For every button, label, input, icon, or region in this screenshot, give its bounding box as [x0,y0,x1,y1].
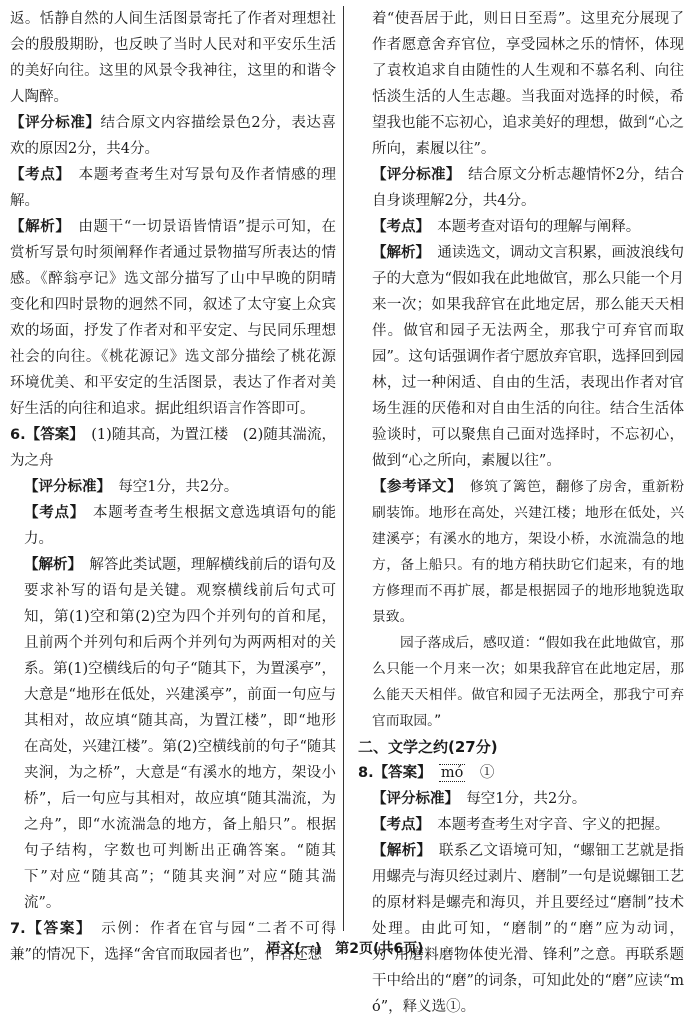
right-column [358,6,684,1020]
scoring-tag: 【评分标准】 [24,479,104,495]
left-column [10,6,336,968]
answer-text: 示例：作者在官与园“二者不可得兼”的情况下，选择“舍官而取园者也”，作者还想 [10,921,337,963]
q7-answer-continued: 着“使吾居于此，则日日至焉”。这里充分展现了作者愿意舍弃官位，享受园林之乐的情怀，体现了袁枚追求自由随性的人生观和不慕名利、向往恬淡生活的人生志趣。当我面对选择的时候，希望我也能不忘初心，追求美好的理想，做到“心之所向，素履以往”。 [372,11,684,157]
q6-analysis [10,552,336,916]
scoring-tag: 【评分标准】 [10,115,101,131]
point-text: 本题考查对语句的理解与阐释。 [437,219,641,235]
question-number: 8. [358,765,374,781]
analysis-tag: 【解析】 [372,245,423,261]
answer-tag: 【答案】 [25,427,77,443]
q8-answer [358,760,684,786]
q7-reference-translation-2: 园子落成后，感叹道：“假如我在此地做官，那么只能一个月来一次；如果我辞官在此地定居，那么能天天相伴。做官和园子无法两全，那我宁可弃官而取园。” [372,635,684,729]
scoring-tag: 【评分标准】 [372,791,452,807]
q8-analysis [358,838,684,1020]
analysis-tag: 【解析】 [10,219,64,235]
q6-scoring [10,474,336,500]
question-number: 7. [10,921,26,937]
point-text: 本题考查考生对字音、字义的把握。 [437,817,670,833]
analysis-text: 联系乙文语境可知，“螺钿工艺就是指用螺壳与海贝经过剥片、磨制”一句是说螺钿工艺的原材料是螺壳和海贝，并且要经过“磨制”技术处理。由此可知，“磨制”的“磨”应为动词，为“用磨料磨物体使光滑、锋利”之意。再联系题干中给出的“磨”的词条，可知此处的“磨”应读“mó”，释义选①。 [372,843,685,1015]
point-text: 本题考查考生根据文意选填语句的能力。 [24,505,337,547]
q6-answer [10,422,336,474]
point-tag: 【考点】 [372,817,423,833]
answer-tag: 【答案】 [25,921,86,937]
q6-point [10,500,336,552]
question-number: 6. [10,427,26,443]
scoring-text: 每空1分，共2分。 [466,791,587,807]
analysis-text: 通读选文，调动文言积累，画波浪线句子的大意为“假如我在此地做官，那么只能一个月来一次；如果我辞官在此地定居，那么能天天相伴。做官和园子无法两全，那我宁可弃官而取园”。这句话强调作者宁愿放弃官职，选择回到园林，过一种闲适、自由的生活，表现出作者对官场生涯的厌倦和对自由生活的向往。结合生活体验谈时，可以聚焦自己面对选择时，不忘初心，做到“心之所向，素履以往”。 [372,245,685,469]
answer-tag: 【答案】 [373,765,425,781]
q5-scoring [10,110,336,162]
translation-tag: 【参考译文】 [372,479,455,495]
scoring-text: 结合原文分析志趣情怀2分，结合自身谈理解2分，共4分。 [372,167,684,209]
page-footer: 语文(一) 第2页(共6页) [266,941,424,957]
answer-text: (1)随其高，为置江楼 (2)随其湍流，为之舟 [10,427,337,469]
analysis-text: 解答此类试题，理解横线前后的语句及要求补写的语句是关键。观察横线前后句式可知，第(1)空和第(2)空为四个并列句的首和尾，且前两个并列句和后两个并列句为两两相对的关系。第(1)空横线后的句子“随其下，为置溪亭”，大意是“地形在低处，兴建溪亭”，前面一句应与其相对，故应填“随其高，为置江楼”，即“地形在高处，兴建江楼”。第(2)空横线前的句子“随其夹涧，为之桥”，大意是“有溪水的地方，架设小桥”，后一句应与其相对，故应填“随其湍流，为之舟”，即“水流湍急的地方，备上船只”。根据句子结构，字数也可判断出正确答案。“随其下”对应“随其高”；“随其夹涧”对应“随其湍流”。 [24,557,337,911]
point-tag: 【考点】 [24,505,78,521]
point-tag: 【考点】 [372,219,423,235]
q7-reference-translation [358,474,684,630]
q8-scoring [358,786,684,812]
q7-scoring [358,162,684,214]
choice-answer: ① [479,765,495,781]
point-tag: 【考点】 [10,167,64,183]
q5-analysis [10,214,336,422]
point-text: 本题考查考生对写景句及作者情感的理解。 [10,167,337,209]
q5-point [10,162,336,214]
scoring-text: 每空1分，共2分。 [118,479,239,495]
section-heading: 二、文学之约(27分) [358,738,498,756]
analysis-tag: 【解析】 [24,557,75,573]
q7-analysis [358,240,684,474]
intro-paragraph: 返。恬静自然的人间生活图景寄托了作者对理想社会的殷殷期盼，也反映了当时人民对和平安乐生活的美好向往。这里的风景令我神往，这里的和谐令人陶醉。 [10,11,336,105]
analysis-text: 由题干“一切景语皆情语”提示可知，在赏析写景句时须阐释作者通过景物描写所表达的情感。《醉翁亭记》选文部分描写了山中早晚的阴晴变化和四时景物的迥然不同，叙述了太守宴上众宾欢的场面，抒发了作者对和平安定、与民同乐理想社会的向往。《桃花源记》选文部分描绘了桃花源环境优美、和平安定的生活图景，表达了作者对美好生活的向往和追求。据此组织语言作答即可。 [10,219,337,417]
scoring-tag: 【评分标准】 [372,167,454,183]
column-divider [343,6,344,931]
analysis-tag: 【解析】 [372,843,425,859]
scoring-text: 结合原文内容描绘景色2分，表达喜欢的原因2分，共4分。 [10,115,337,157]
q8-point [358,812,684,838]
translation-text: 修筑了篱笆，翻修了房舍，重新粉刷装饰。地形在高处，兴建江楼；地形在低处，兴建溪亭；有溪水的地方，架设小桥，水流湍急的地方，备上船只。有的地方稍扶助它们起来，有的地方修理而不再扩展，都是根据园子的地形地貌选取景致。 [372,479,685,625]
q7-point [358,214,684,240]
pinyin-answer: mó [440,765,464,781]
